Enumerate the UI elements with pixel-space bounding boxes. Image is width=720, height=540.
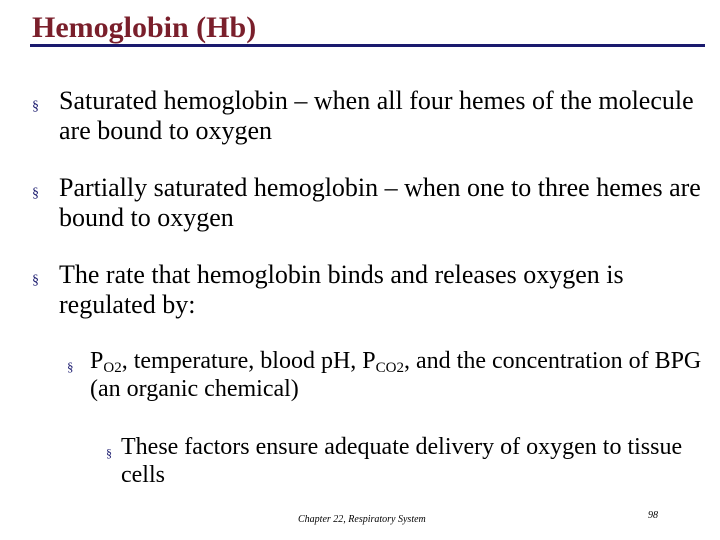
bullet-text: Partially saturated hemoglobin – when one to three hemes are bound to oxygen — [59, 173, 701, 232]
slide-title: Hemoglobin (Hb) — [32, 11, 257, 44]
factors-tail-text: , and the concentration of BPG (an organic chemical) — [90, 348, 702, 402]
po2-subscript: O2 — [103, 360, 122, 376]
factors-middle-text: , temperature, blood pH, P — [121, 348, 376, 374]
slide-footer: Chapter 22, Respiratory System — [298, 514, 426, 525]
bullet-saturated — [32, 86, 702, 146]
sub-sub-bullet-delivery — [106, 433, 706, 489]
sub-bullet-text — [67, 347, 707, 403]
bullet-text: The rate that hemoglobin binds and releases oxygen is regulated by: — [59, 260, 624, 319]
bullet-marker-icon: § — [32, 273, 39, 288]
bullet-marker-icon: § — [32, 186, 39, 201]
bullet-rate-regulation — [32, 260, 702, 320]
bullet-partially-saturated — [32, 173, 702, 233]
bullet-text: Saturated hemoglobin – when all four hemes of the molecule are bound to oxygen — [59, 86, 694, 145]
sub-bullet-marker-icon: § — [67, 359, 74, 374]
pco2-subscript: CO2 — [375, 360, 404, 376]
page-number: 98 — [648, 510, 658, 521]
bullet-marker-icon: § — [32, 99, 39, 114]
po2-p: P — [90, 348, 104, 374]
sub-bullet-regulating-factors — [67, 347, 707, 403]
sub-sub-bullet-text: These factors ensure adequate delivery of oxygen to tissue cells — [121, 434, 683, 488]
sub-sub-bullet-marker-icon: § — [106, 446, 112, 460]
title-underline — [30, 44, 705, 47]
